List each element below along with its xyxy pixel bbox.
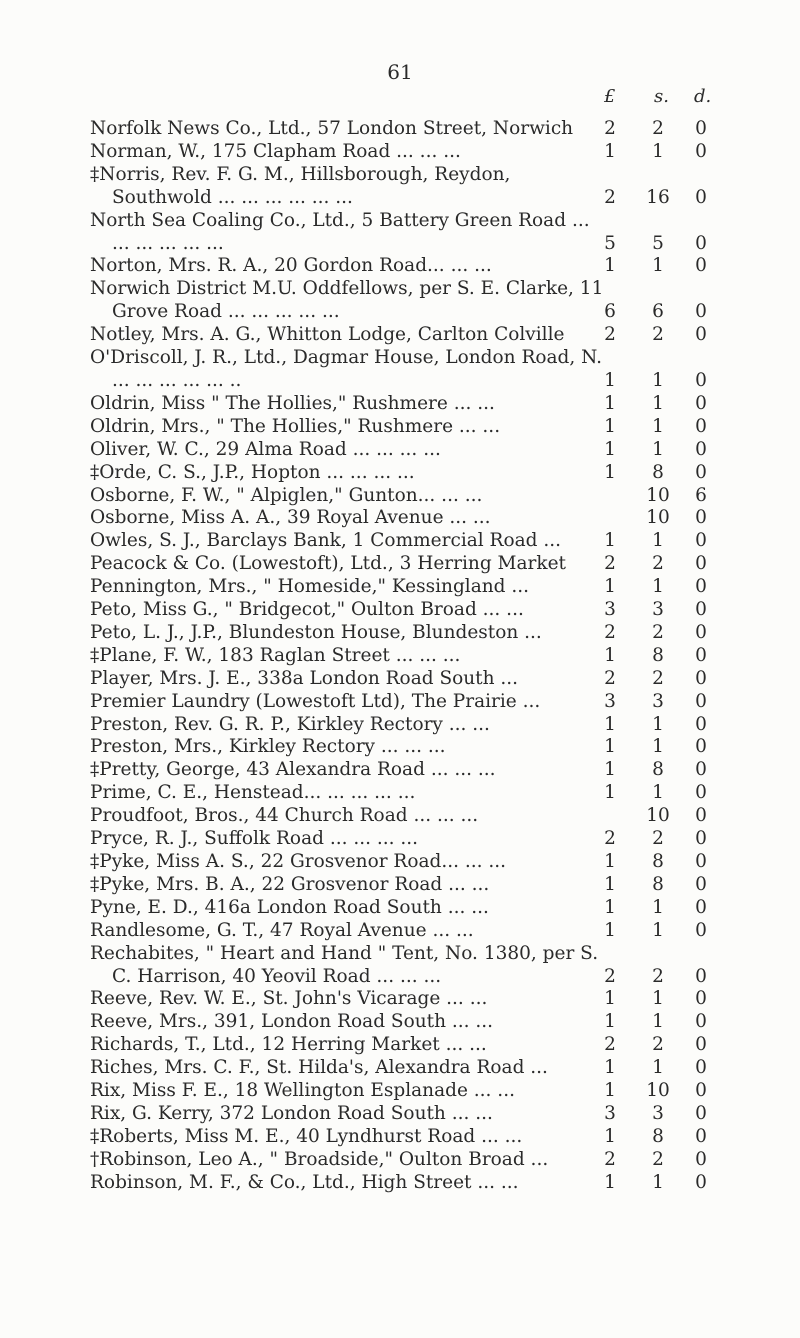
list-item xyxy=(90,576,710,599)
pence-amount: 0 xyxy=(695,530,707,552)
pence-amount: 0 xyxy=(695,1148,707,1170)
pence-amount: 0 xyxy=(695,1171,707,1193)
shillings-amount: 10 xyxy=(646,805,670,827)
pounds-amount: 1 xyxy=(604,1171,616,1193)
shillings-amount: 1 xyxy=(652,530,664,552)
list-item xyxy=(90,851,710,874)
pence-amount: 0 xyxy=(695,324,707,346)
pounds-amount: 2 xyxy=(604,1034,616,1056)
list-item xyxy=(90,1034,710,1057)
shillings-amount: 8 xyxy=(652,851,664,873)
pounds-amount: 1 xyxy=(604,140,616,162)
shillings-amount: 3 xyxy=(652,690,664,712)
list-item xyxy=(90,668,710,691)
pounds-amount: 1 xyxy=(604,644,616,666)
pence-amount: 0 xyxy=(695,599,707,621)
pence-amount: 0 xyxy=(695,851,707,873)
pence-amount: 0 xyxy=(695,690,707,712)
pence-amount: 0 xyxy=(695,140,707,162)
list-item xyxy=(90,210,710,256)
pounds-amount: 1 xyxy=(604,530,616,552)
subscriber-name: Peto, Miss G., " Bridgecot," Oulton Broad ... ... xyxy=(90,599,524,621)
subscriber-name: Premier Laundry (Lowestoft Ltd), The Prairie ... xyxy=(90,690,541,712)
subscriber-name: ‡Pyke, Miss A. S., 22 Grosvenor Road... ... ... xyxy=(90,851,507,872)
shillings-amount: 1 xyxy=(652,736,664,758)
shillings-amount: 2 xyxy=(652,1034,664,1056)
subscriber-name: Riches, Mrs. C. F., St. Hilda's, Alexandra Road ... xyxy=(90,1057,548,1079)
pounds-amount: 1 xyxy=(604,1080,616,1102)
subscriber-name: ‡Pyke, Mrs. B. A., 22 Grosvenor Road ... ... xyxy=(90,873,490,895)
pounds-amount: 2 xyxy=(604,118,616,140)
pence-amount: 0 xyxy=(695,1125,707,1147)
pence-amount: 0 xyxy=(695,369,707,391)
shillings-amount: 3 xyxy=(652,1102,664,1124)
pounds-amount: 1 xyxy=(604,1011,616,1033)
shillings-amount: 2 xyxy=(652,965,664,987)
shillings-amount: 2 xyxy=(652,621,664,643)
list-item xyxy=(90,874,710,897)
list-item xyxy=(90,1057,710,1080)
shillings-amount: 6 xyxy=(652,301,664,323)
shillings-amount: 8 xyxy=(652,461,664,483)
pounds-amount: 5 xyxy=(604,232,616,254)
pence-amount: 0 xyxy=(695,896,707,918)
shillings-amount: 10 xyxy=(646,1080,670,1102)
subscriber-name: Rix, G. Kerry, 372 London Road South ... ... xyxy=(90,1102,493,1124)
pounds-amount: 2 xyxy=(604,965,616,987)
pounds-amount: 2 xyxy=(604,828,616,850)
shillings-amount: 1 xyxy=(652,438,664,460)
shillings-amount: 2 xyxy=(652,828,664,850)
subscriber-name: Peacock & Co. (Lowestoft), Ltd., 3 Herring Market xyxy=(90,553,566,575)
pounds-amount: 1 xyxy=(604,919,616,941)
list-item xyxy=(90,553,710,576)
pounds-amount: 1 xyxy=(604,782,616,804)
shillings-amount: 1 xyxy=(652,1171,664,1193)
subscriber-name: Proudfoot, Bros., 44 Church Road ... ... ... xyxy=(90,805,479,827)
pounds-amount: 1 xyxy=(604,873,616,895)
pounds-amount xyxy=(595,805,625,828)
pence-amount: 0 xyxy=(695,507,707,529)
shillings-amount: 1 xyxy=(652,988,664,1010)
pence-amount: 0 xyxy=(695,621,707,643)
pounds-amount: 1 xyxy=(604,415,616,437)
subscriber-list xyxy=(90,118,710,1195)
pounds-amount: 1 xyxy=(604,392,616,414)
pence-amount: 0 xyxy=(695,1057,707,1079)
shillings-amount: 1 xyxy=(652,255,664,277)
pounds-amount: 1 xyxy=(604,713,616,735)
subscriber-name: ‡Pretty, George, 43 Alexandra Road ... ... ... xyxy=(90,759,496,781)
subscriber-name: ‡Roberts, Miss M. E., 40 Lyndhurst Road ... ... xyxy=(90,1125,523,1147)
pence-amount: 6 xyxy=(695,484,707,506)
subscriber-name: Richards, T., Ltd., 12 Herring Market ... ... xyxy=(90,1034,487,1056)
list-item xyxy=(90,736,710,759)
subscriber-name: Notley, Mrs. A. G., Whitton Lodge, Carlton Colville xyxy=(90,324,565,346)
pence-amount: 0 xyxy=(695,461,707,483)
list-item xyxy=(90,141,710,164)
shillings-amount: 8 xyxy=(652,644,664,666)
pounds-amount xyxy=(595,485,625,508)
subscriber-name: Oliver, W. C., 29 Alma Road ... ... ... ... xyxy=(90,438,441,460)
pence-amount: 0 xyxy=(695,553,707,575)
pence-amount: 0 xyxy=(695,1011,707,1033)
list-item xyxy=(90,1126,710,1149)
list-item xyxy=(90,507,710,530)
shillings-column-header: s. xyxy=(654,86,669,107)
pence-amount: 0 xyxy=(695,828,707,850)
subscriber-name: Reeve, Mrs., 391, London Road South ... ... xyxy=(90,1011,494,1033)
pounds-amount: 6 xyxy=(604,301,616,323)
subscriber-name: Norton, Mrs. R. A., 20 Gordon Road... ... ... xyxy=(90,255,492,277)
list-item xyxy=(90,782,710,805)
subscriber-name: Norfolk News Co., Ltd., 57 London Street, Norwich xyxy=(90,118,574,139)
list-item xyxy=(90,164,710,210)
pounds-amount: 1 xyxy=(604,1057,616,1079)
pence-amount: 0 xyxy=(695,1102,707,1124)
subscriber-name: Preston, Rev. G. R. P., Kirkley Rectory ... ... xyxy=(90,713,490,735)
pence-amount: 0 xyxy=(695,301,707,323)
subscriber-name: Oldrin, Mrs., " The Hollies," Rushmere ... ... xyxy=(90,415,501,437)
shillings-amount: 2 xyxy=(652,1148,664,1170)
subscriber-name: ‡Norris, Rev. F. G. M., Hillsborough, Reydon, Southwold ... ... ... ... ... ... xyxy=(90,163,511,208)
list-item xyxy=(90,759,710,782)
list-item xyxy=(90,530,710,553)
list-item xyxy=(90,324,710,347)
subscriber-name: Norwich District M.U. Oddfellows, per S. E. Clarke, 11 Grove Road ... ... ... ... ... xyxy=(90,278,604,323)
shillings-amount: 1 xyxy=(652,782,664,804)
list-item xyxy=(90,462,710,485)
shillings-amount: 2 xyxy=(652,324,664,346)
pounds-amount: 1 xyxy=(604,1125,616,1147)
list-item xyxy=(90,691,710,714)
pence-amount: 0 xyxy=(695,782,707,804)
list-item xyxy=(90,920,710,943)
shillings-amount: 1 xyxy=(652,415,664,437)
pounds-amount: 1 xyxy=(604,255,616,277)
pounds-amount: 1 xyxy=(604,576,616,598)
pence-amount: 0 xyxy=(695,736,707,758)
shillings-amount: 8 xyxy=(652,1125,664,1147)
subscriber-name: Robinson, M. F., & Co., Ltd., High Street ... ... xyxy=(90,1171,519,1193)
list-item xyxy=(90,805,710,828)
shillings-amount: 2 xyxy=(652,667,664,689)
pounds-amount: 2 xyxy=(604,324,616,346)
pounds-column-header: £ xyxy=(604,86,616,107)
subscriber-name: Pryce, R. J., Suffolk Road ... ... ... ... xyxy=(90,828,419,850)
subscriber-name: Oldrin, Miss " The Hollies," Rushmere ... ... xyxy=(90,392,495,414)
list-item xyxy=(90,828,710,851)
list-item xyxy=(90,714,710,737)
shillings-amount: 2 xyxy=(652,553,664,575)
pounds-amount xyxy=(595,507,625,530)
shillings-amount: 1 xyxy=(652,896,664,918)
shillings-amount: 1 xyxy=(652,392,664,414)
shillings-amount: 1 xyxy=(652,576,664,598)
shillings-amount: 3 xyxy=(652,599,664,621)
list-item xyxy=(90,118,710,141)
list-item xyxy=(90,485,710,508)
pence-amount: 0 xyxy=(695,988,707,1010)
page-number: 61 xyxy=(387,60,413,84)
pounds-amount: 2 xyxy=(604,186,616,208)
subscriber-name: Preston, Mrs., Kirkley Rectory ... ... ... xyxy=(90,736,446,758)
pence-amount: 0 xyxy=(695,576,707,598)
list-item xyxy=(90,255,710,278)
list-item xyxy=(90,988,710,1011)
pounds-amount: 1 xyxy=(604,369,616,391)
pence-amount: 0 xyxy=(695,759,707,781)
subscriber-name: Rechabites, " Heart and Hand " Tent, No. 1380, per S. C. Harrison, 40 Yeovil Road ... ... ... xyxy=(90,942,599,987)
subscriber-name: Osborne, Miss A. A., 39 Royal Avenue ... ... xyxy=(90,507,491,529)
list-item xyxy=(90,393,710,416)
list-item xyxy=(90,1103,710,1126)
shillings-amount: 1 xyxy=(652,919,664,941)
shillings-amount: 1 xyxy=(652,1011,664,1033)
list-item xyxy=(90,622,710,645)
shillings-amount: 2 xyxy=(652,118,664,140)
pounds-amount: 2 xyxy=(604,1148,616,1170)
shillings-amount: 1 xyxy=(652,713,664,735)
subscriber-name: Owles, S. J., Barclays Bank, 1 Commercial Road ... xyxy=(90,530,562,552)
shillings-amount: 1 xyxy=(652,369,664,391)
pounds-amount: 1 xyxy=(604,438,616,460)
pounds-amount: 3 xyxy=(604,690,616,712)
shillings-amount: 5 xyxy=(652,232,664,254)
subscriber-name: Pennington, Mrs., " Homeside," Kessingland ... xyxy=(90,576,530,598)
subscriber-name: Reeve, Rev. W. E., St. John's Vicarage ... ... xyxy=(90,988,488,1010)
list-item xyxy=(90,1080,710,1103)
pounds-amount: 3 xyxy=(604,1102,616,1124)
shillings-amount: 8 xyxy=(652,759,664,781)
pounds-amount: 2 xyxy=(604,667,616,689)
pence-amount: 0 xyxy=(695,438,707,460)
shillings-amount: 16 xyxy=(646,186,670,208)
pence-amount: 0 xyxy=(695,1034,707,1056)
pounds-amount: 1 xyxy=(604,988,616,1010)
subscriber-name: Pyne, E. D., 416a London Road South ... ... xyxy=(90,896,489,918)
list-item xyxy=(90,645,710,668)
list-item xyxy=(90,439,710,462)
subscriber-name: Prime, C. E., Henstead... ... ... ... ... xyxy=(90,782,416,804)
list-item xyxy=(90,347,710,393)
pence-amount: 0 xyxy=(695,873,707,895)
list-item xyxy=(90,278,710,324)
list-item xyxy=(90,1011,710,1034)
pounds-amount: 1 xyxy=(604,851,616,873)
subscriber-name: O'Driscoll, J. R., Ltd., Dagmar House, London Road, N. ... ... ... ... ... .. xyxy=(90,347,603,391)
pence-amount: 0 xyxy=(695,965,707,987)
pence-amount: 0 xyxy=(695,713,707,735)
list-item xyxy=(90,943,710,989)
pence-amount: 0 xyxy=(695,1080,707,1102)
pounds-amount: 1 xyxy=(604,759,616,781)
list-item xyxy=(90,897,710,920)
list-item xyxy=(90,416,710,439)
pence-amount: 0 xyxy=(695,919,707,941)
pence-amount: 0 xyxy=(695,805,707,827)
subscriber-name: Norman, W., 175 Clapham Road ... ... ... xyxy=(90,140,461,162)
pounds-amount: 1 xyxy=(604,896,616,918)
pounds-amount: 1 xyxy=(604,461,616,483)
pence-amount: 0 xyxy=(695,644,707,666)
list-item xyxy=(90,599,710,622)
subscriber-name: Rix, Miss F. E., 18 Wellington Esplanade ... ... xyxy=(90,1080,515,1102)
subscriber-name: Peto, L. J., J.P., Blundeston House, Blundeston ... xyxy=(90,621,542,643)
pence-amount: 0 xyxy=(695,255,707,277)
subscriber-name: Randlesome, G. T., 47 Royal Avenue ... ... xyxy=(90,919,474,941)
shillings-amount: 8 xyxy=(652,873,664,895)
subscriber-name: North Sea Coaling Co., Ltd., 5 Battery Green Road ... ... ... ... ... ... xyxy=(90,209,590,254)
subscriber-name: Player, Mrs. J. E., 338a London Road South ... xyxy=(90,667,519,689)
list-item xyxy=(90,1149,710,1172)
shillings-amount: 10 xyxy=(646,507,670,529)
pence-amount: 0 xyxy=(695,415,707,437)
pounds-amount: 2 xyxy=(604,621,616,643)
subscriber-name: ‡Orde, C. S., J.P., Hopton ... ... ... ... xyxy=(90,461,415,483)
subscriber-name: ‡Plane, F. W., 183 Raglan Street ... ... ... xyxy=(90,644,461,666)
pence-column-header: d. xyxy=(694,86,712,107)
shillings-amount: 1 xyxy=(652,1057,664,1079)
pence-amount: 0 xyxy=(695,232,707,254)
pence-amount: 0 xyxy=(695,392,707,414)
pounds-amount: 3 xyxy=(604,599,616,621)
subscriber-name: Osborne, F. W., " Alpiglen," Gunton... ... ... xyxy=(90,484,483,506)
pounds-amount: 1 xyxy=(604,736,616,758)
pence-amount: 0 xyxy=(695,118,707,140)
shillings-amount: 10 xyxy=(646,484,670,506)
subscriber-name: †Robinson, Leo A., " Broadside," Oulton Broad ... xyxy=(90,1148,549,1170)
pence-amount: 0 xyxy=(695,667,707,689)
pence-amount: 0 xyxy=(695,186,707,208)
list-item xyxy=(90,1172,710,1195)
pounds-amount: 2 xyxy=(604,553,616,575)
shillings-amount: 1 xyxy=(652,140,664,162)
